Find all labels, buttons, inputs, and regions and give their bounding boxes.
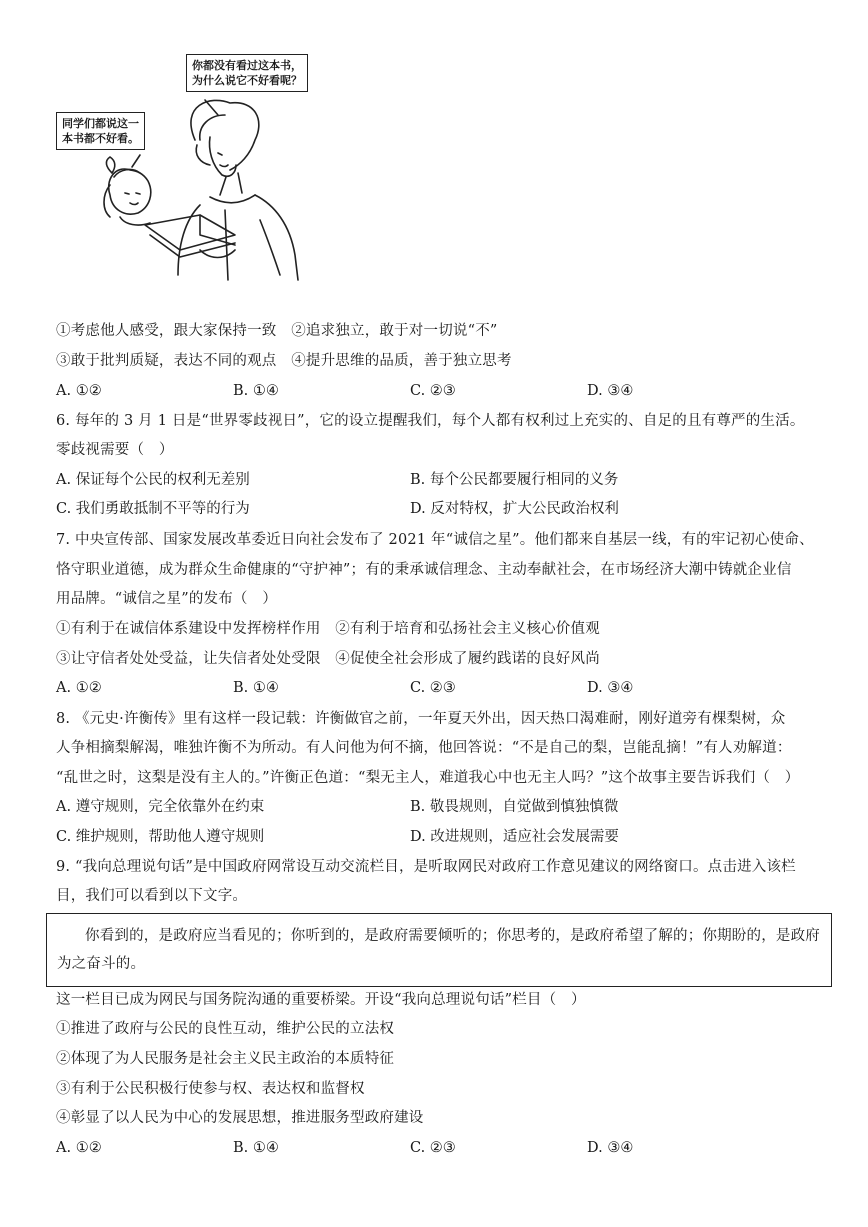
q7-option-c: C. ②③ [410,680,456,696]
q7-statement-2: ③让守信者处处受益，让失信者处处受限 ④促使全社会形成了履约践诺的良好风尚 [56,651,600,667]
q5-statement-2: ③敢于批判质疑，表达不同的观点 ④提升思维的品质，善于独立思考 [56,353,512,369]
q7-statement-1: ①有利于在诚信体系建设中发挥榜样作用 ②有利于培育和弘扬社会主义核心价值观 [56,621,600,637]
q6-option-c: C. 我们勇敢抵制不平等的行为 [56,501,250,517]
bubble-mother-line-2: 为什么说它不好看呢？ [192,74,302,87]
q9-quote-text: 你看到的，是政府应当看见的；你听到的，是政府需要倾听的；你思考的，是政府希望了解的；你期盼的，是政府为之奋斗的。 [57,928,820,972]
q9-stem-line-1: 9. “我向总理说句话”是中国政府网常设互动交流栏目，是听取网民对政府工作意见建议的网络窗口。点击进入该栏 [56,859,796,875]
q6-option-a: A. 保证每个公民的权利无差别 [56,472,250,488]
speech-bubble-mother [186,54,308,92]
q8-option-b: B. 敬畏规则，自觉做到慎独慎微 [410,799,619,815]
q5-option-c: C. ②③ [410,383,456,399]
q5-option-d: D. ③④ [587,383,634,399]
q7-option-d: D. ③④ [587,680,634,696]
q9-quote-box [46,913,832,987]
q9-after-text: 这一栏目已成为网民与国务院沟通的重要桥梁。开设“我向总理说句话”栏目（ ） [56,992,586,1008]
q9-statement-2: ②体现了为人民服务是社会主义民主政治的本质特征 [56,1051,395,1067]
q9-option-a: A. ①② [56,1140,102,1156]
q8-stem-line-3: “乱世之时，这梨是没有主人的。”许衡正色道：“梨无主人，难道我心中也无主人吗？”这个故事主要告诉我们（ ） [56,770,800,786]
q5-option-b: B. ①④ [233,383,279,399]
speech-bubble-child [56,112,145,150]
q8-option-a: A. 遵守规则，完全依靠外在约束 [56,799,265,815]
q6-stem-line-1: 6. 每年的 3 月 1 日是“世界零歧视日”，它的设立提醒我们，每个人都有权利过上充实的、自足的且有尊严的生活。 [56,413,805,429]
q6-option-d: D. 反对特权，扩大公民政治权利 [410,501,619,517]
q8-option-d: D. 改进规则，适应社会发展需要 [410,829,619,845]
bubble-mother-line-1: 你都没有看过这本书， [192,59,302,72]
q8-option-c: C. 维护规则，帮助他人遵守规则 [56,829,265,845]
q7-stem-line-3: 用品牌。“诚信之星”的发布（ ） [56,591,278,607]
q9-statement-4: ④彰显了以人民为中心的发展思想，推进服务型政府建设 [56,1110,424,1126]
q9-statement-1: ①推进了政府与公民的良性互动，维护公民的立法权 [56,1021,395,1037]
q6-option-b: B. 每个公民都要履行相同的义务 [410,472,619,488]
bubble-child-line-1: 同学们都说这一 [62,117,139,130]
q7-option-a: A. ①② [56,680,102,696]
q9-statement-3: ③有利于公民积极行使参与权、表达权和监督权 [56,1081,365,1097]
q8-stem-line-1: 8. 《元史·许衡传》里有这样一段记载：许衡做官之前，一年夏天外出，因天热口渴难耐，刚好道旁有棵梨树，众 [56,711,786,727]
q6-stem-line-2: 零歧视需要（ ） [56,442,174,458]
q9-option-c: C. ②③ [410,1140,456,1156]
bubble-child-line-2: 本书都不好看。 [62,132,139,145]
q9-option-d: D. ③④ [587,1140,634,1156]
q5-statement-1: ①考虑他人感受，跟大家保持一致 ②追求独立，敢于对一切说“不” [56,323,498,339]
q9-stem-line-2: 目，我们可以看到以下文字。 [56,888,248,904]
q7-stem-line-2: 恪守职业道德，成为群众生命健康的“守护神”；有的秉承诚信理念、主动奉献社会，在市场经济大潮中铸就企业信 [56,562,792,578]
q7-option-b: B. ①④ [233,680,279,696]
q8-stem-line-2: 人争相摘梨解渴，唯独许衡不为所动。有人问他为何不摘，他回答说：“不是自己的梨，岂能乱摘！”有人劝解道： [56,740,792,756]
q5-option-a: A. ①② [56,383,102,399]
q9-option-b: B. ①④ [233,1140,279,1156]
q7-stem-line-1: 7. 中央宣传部、国家发展改革委近日向社会发布了 2021 年“诚信之星”。他们都来自基层一线，有的牢记初心使命、 [56,532,814,548]
